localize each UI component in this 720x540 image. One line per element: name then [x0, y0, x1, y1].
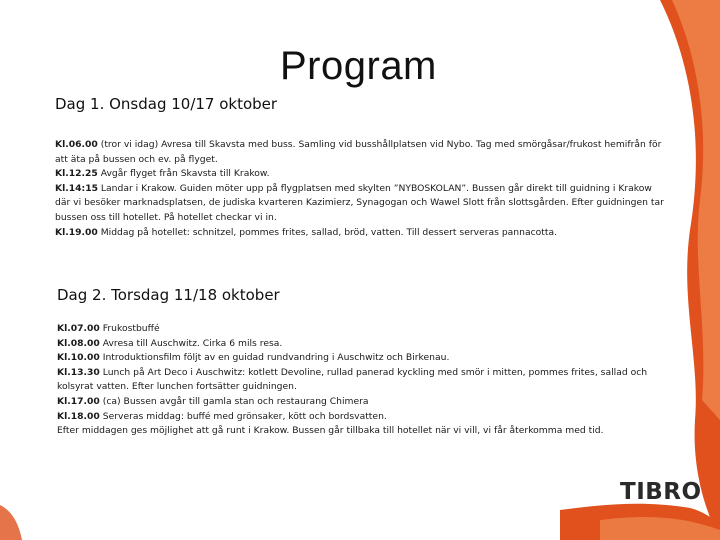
schedule-entry [55, 138, 667, 167]
page-title: Program [280, 44, 437, 88]
tibro-logo: TIBRO [620, 479, 702, 505]
entry-time: Kl.17.00 [57, 395, 100, 407]
entry-time: Kl.18.00 [57, 410, 100, 422]
entry-text: Avgår flyget från Skavsta till Krakow. [97, 168, 270, 180]
entry-time: Kl.14:15 [55, 182, 99, 194]
entry-time: Kl.07.00 [57, 323, 100, 334]
entry-text: Serveras middag: buffé med grönsaker, kött och bordsvatten. [99, 410, 387, 422]
entry-text: Avresa till Auschwitz. Cirka 6 mils resa. [99, 337, 283, 349]
schedule-entry [55, 226, 667, 241]
entry-time: Kl.12.25 [55, 168, 98, 180]
entry-time: Kl.10.00 [57, 352, 100, 364]
schedule-entry [57, 351, 669, 366]
entry-time: Kl.06.00 [55, 139, 98, 150]
day-1-heading: Dag 1. Onsdag 10/17 oktober [55, 95, 278, 113]
schedule-entry [57, 424, 669, 439]
schedule-entry [57, 322, 669, 337]
day-1-schedule [55, 138, 667, 240]
day-2-heading: Dag 2. Torsdag 11/18 oktober [57, 286, 280, 304]
schedule-entry [55, 167, 667, 182]
entry-text: Lunch på Art Deco i Auschwitz: kotlett Devoline, rullad panerad kyckling med smör i mitten, pommes frites, sallad och kolsyrat vatten. Efter lunchen fortsätter guidningen. [57, 366, 648, 393]
entry-text: Landar i Krakow. Guiden möter upp på flygplatsen med skylten ”NYBOSKOLAN”. Bussen går direkt till guidning i Krakow där vi besöker marknadsplatsen, de judiska kvarteren Kazimierz, Synagogan och Wawel Slott från slottsgården. Efter guidningen tar bussen oss till hotellet. På hotellet checkar vi in. [55, 182, 664, 223]
schedule-entry [57, 337, 669, 352]
entry-time: Kl.08.00 [57, 337, 100, 349]
schedule-entry [57, 410, 669, 425]
schedule-entry [57, 366, 669, 395]
entry-text: (tror vi idag) Avresa till Skavsta med buss. Samling vid busshållplatsen vid Nybo. Tag med smörgåsar/frukost hemifrån för att äta på bussen och ev. på flyget. [55, 139, 662, 165]
entry-time: Kl.19.00 [55, 226, 98, 238]
schedule-entry [57, 395, 669, 410]
entry-text: Frukostbuffé [99, 323, 160, 334]
entry-text: Middag på hotellet: schnitzel, pommes frites, sallad, bröd, vatten. Till dessert serveras pannacotta. [97, 226, 558, 238]
entry-text: (ca) Bussen avgår till gamla stan och restaurang Chimera [99, 395, 369, 407]
schedule-entry [55, 182, 667, 226]
entry-time: Kl.13.30 [57, 366, 100, 378]
entry-text: Introduktionsfilm följt av en guidad rundvandring i Auschwitz och Birkenau. [99, 352, 450, 364]
entry-text: Efter middagen ges möjlighet att gå runt i Krakow. Bussen går tillbaka till hotellet när vi vill, vi får återkomma med tid. [57, 425, 604, 437]
day-2-schedule [57, 322, 669, 439]
